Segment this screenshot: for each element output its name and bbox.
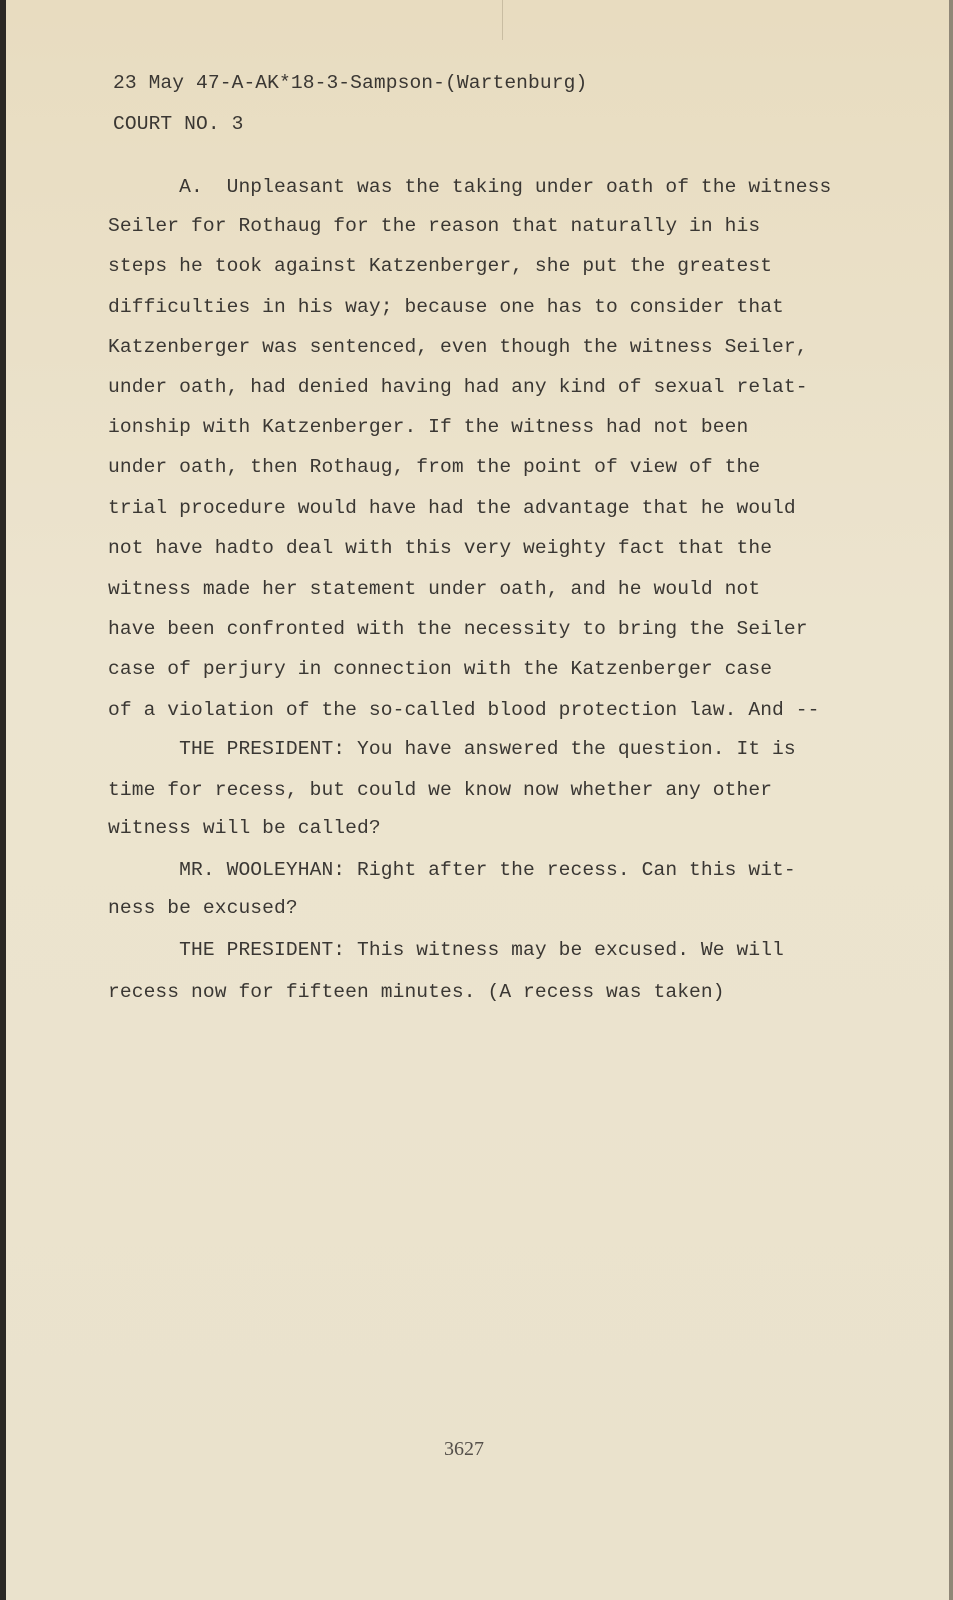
transcript-line: steps he took against Katzenberger, she put the greatest xyxy=(108,255,773,277)
transcript-line: Katzenberger was sentenced, even though the witness Seiler, xyxy=(108,336,808,358)
transcript-line: time for recess, but could we know now whether any other xyxy=(108,779,773,801)
transcript-line: THE PRESIDENT: You have answered the question. It is xyxy=(108,738,796,760)
transcript-line: of a violation of the so-called blood protection law. And -- xyxy=(108,699,820,721)
transcript-line: A. Unpleasant was the taking under oath of the witness xyxy=(108,176,832,198)
page-number: 3627 xyxy=(444,1438,484,1460)
transcript-line: ionship with Katzenberger. If the witness had not been xyxy=(108,416,749,438)
transcript-line: MR. WOOLEYHAN: Right after the recess. Can this wit- xyxy=(108,859,796,881)
transcript-line: witness will be called? xyxy=(108,817,381,839)
transcript-line: witness made her statement under oath, and he would not xyxy=(108,578,761,600)
transcript-line: not have hadto deal with this very weighty fact that the xyxy=(108,537,773,559)
scan-border-left xyxy=(0,0,6,1600)
court-number: COURT NO. 3 xyxy=(113,113,244,135)
transcript-line: under oath, had denied having had any kind of sexual relat- xyxy=(108,376,808,398)
header-reference: 23 May 47-A-AK*18-3-Sampson-(Wartenburg) xyxy=(113,72,588,94)
scan-border-right xyxy=(949,0,953,1600)
transcript-line: difficulties in his way; because one has to consider that xyxy=(108,296,784,318)
transcript-line: trial procedure would have had the advantage that he would xyxy=(108,497,796,519)
transcript-line: recess now for fifteen minutes. (A recess was taken) xyxy=(108,981,725,1003)
transcript-line: under oath, then Rothaug, from the point of view of the xyxy=(108,456,761,478)
transcript-line: THE PRESIDENT: This witness may be excused. We will xyxy=(108,939,784,961)
paper-crease xyxy=(502,0,503,40)
transcript-line: case of perjury in connection with the Katzenberger case xyxy=(108,658,773,680)
transcript-line: Seiler for Rothaug for the reason that naturally in his xyxy=(108,215,761,237)
transcript-line: have been confronted with the necessity to bring the Seiler xyxy=(108,618,808,640)
transcript-line: ness be excused? xyxy=(108,897,298,919)
